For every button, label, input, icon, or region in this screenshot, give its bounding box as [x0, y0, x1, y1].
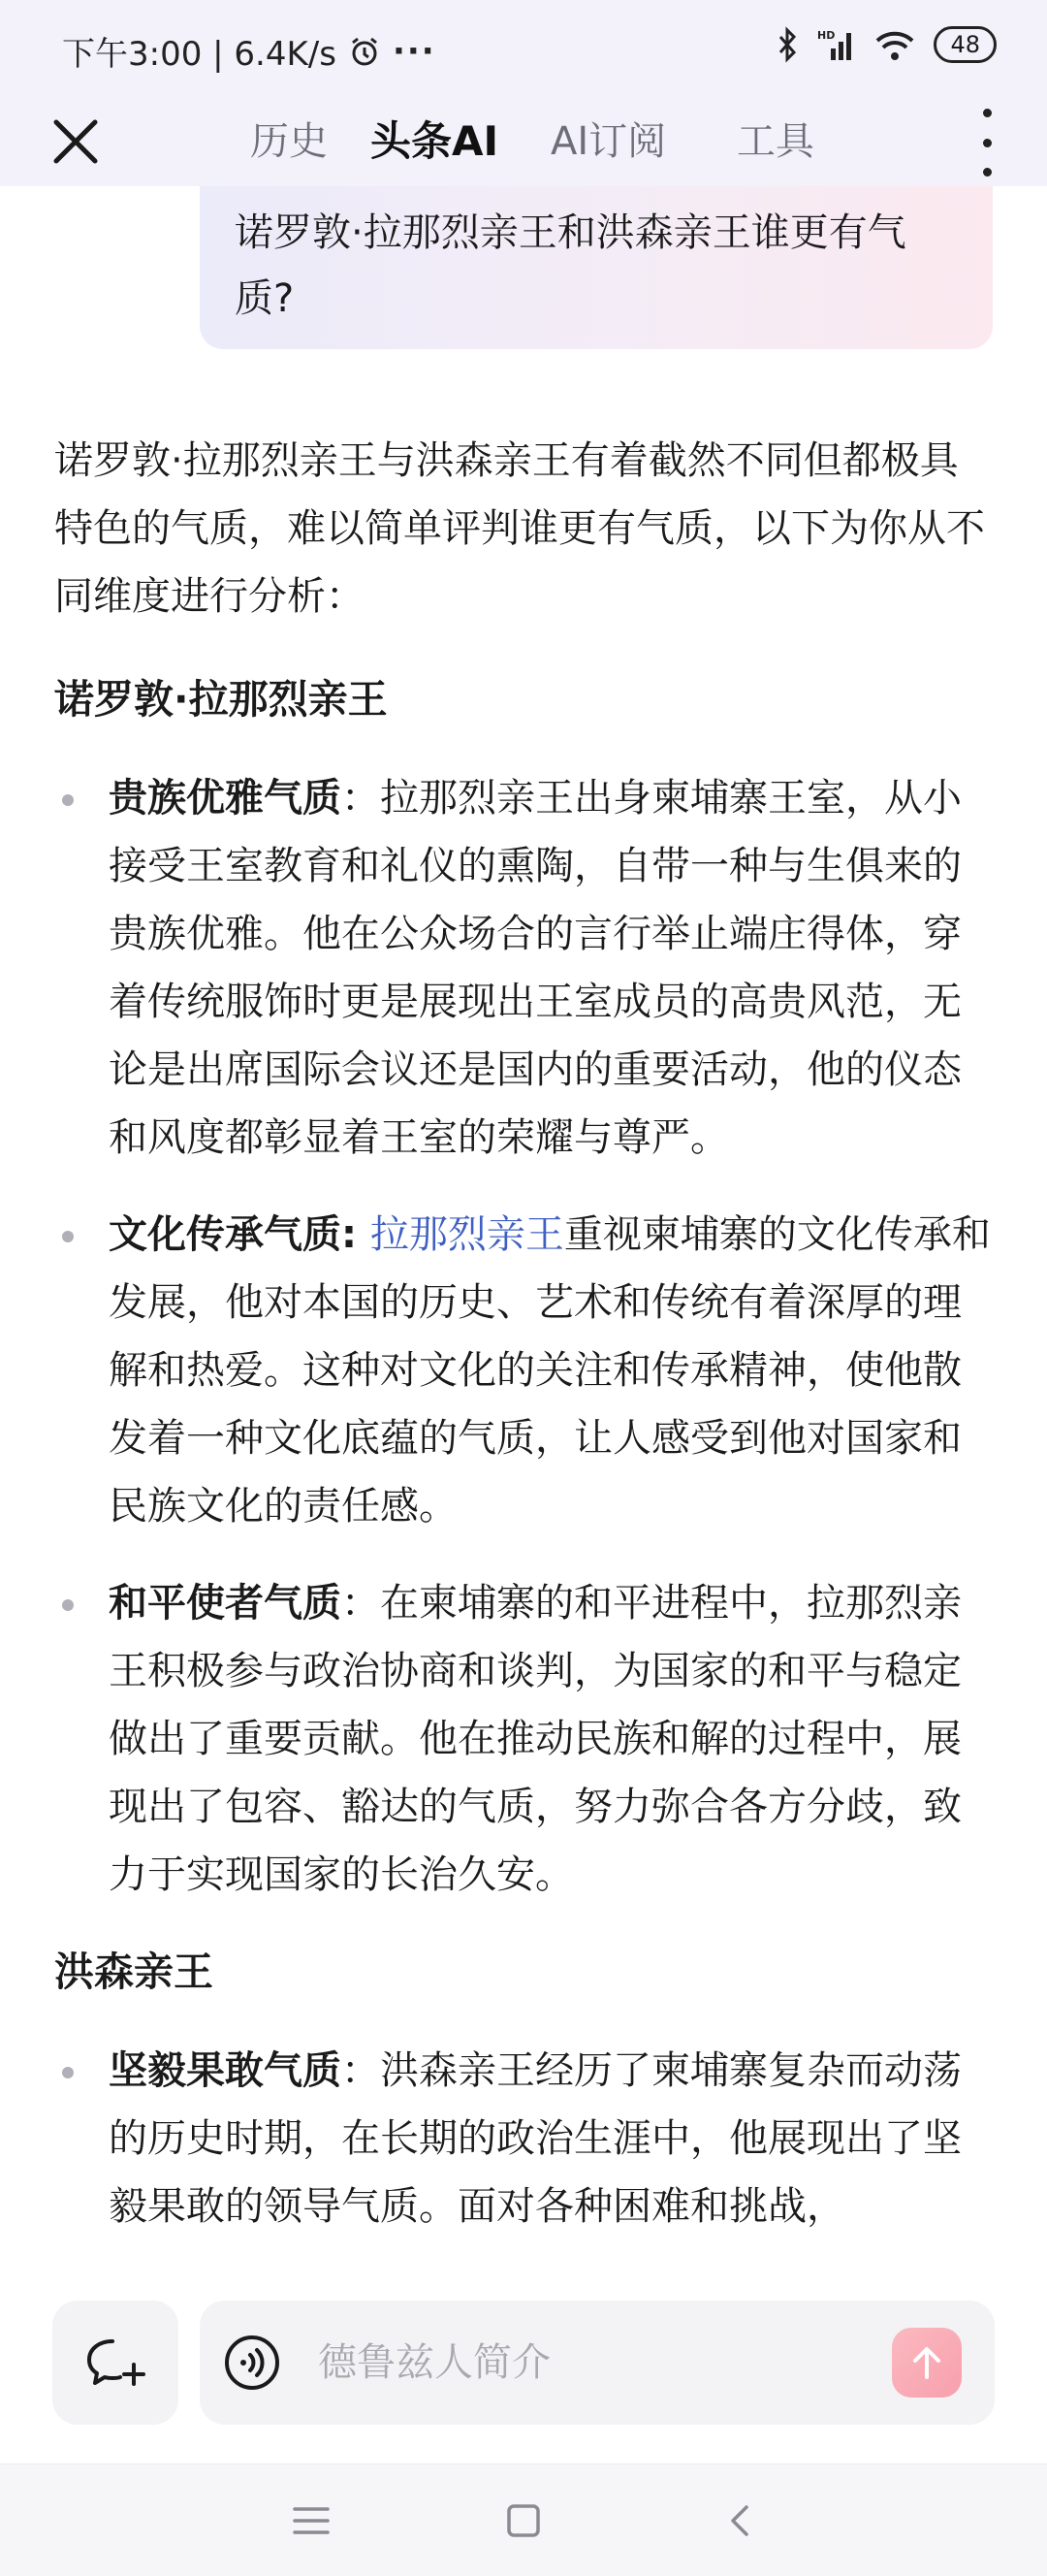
- input-bar: [0, 2279, 1047, 2463]
- item-text: ：拉那烈亲王出身柬埔寨王室，从小接受王室教育和礼仪的熏陶，自带一种与生俱来的贵族优雅。他在公众场合的言行举止端庄得体，穿着传统服饰时更是展现出王室成员的高贵风范，无论是出席国际会议还是国内的重要活动，他的仪态和风度都彰显着王室的荣耀与尊严。: [109, 776, 962, 1160]
- status-more-icon: ···: [392, 31, 436, 71]
- signal-hd-icon: [817, 25, 856, 64]
- battery-icon: [934, 26, 997, 63]
- system-nav-bar: [0, 2463, 1047, 2576]
- list-item: [54, 764, 995, 1172]
- answer-intro: 诺罗敦·拉那烈亲王与洪森亲王有着截然不同但都极具特色的气质，难以简单评判谁更有气质，以下为你从不同维度进行分析：: [54, 438, 985, 619]
- section-title-hun-sen: 洪森亲王: [54, 1948, 213, 1995]
- entity-link[interactable]: 拉那烈亲王: [369, 1212, 564, 1257]
- battery-level: 48: [950, 31, 980, 58]
- list-item: [54, 2037, 995, 2240]
- item-text: ：在柬埔寨的和平进程中，拉那烈亲王积极参与政治协商和谈判，为国家的和平与稳定做出了重要贡献。他在推动民族和解的过程中，展现出了包容、豁达的气质，努力弥合各方分歧，致力于实现国家的长治久安。: [109, 1581, 962, 1897]
- send-button[interactable]: [892, 2328, 962, 2398]
- tab-history[interactable]: 历史: [250, 119, 328, 164]
- message-input-box: [200, 2301, 995, 2425]
- item-term: 坚毅果敢气质: [109, 2048, 341, 2093]
- item-term: 和平使者气质: [109, 1581, 341, 1626]
- alarm-icon: [348, 35, 381, 68]
- item-term: 贵族优雅气质: [109, 776, 341, 821]
- tab-ai-subscribe[interactable]: AI订阅: [551, 119, 667, 164]
- bullet-dot: [62, 794, 74, 806]
- message-input[interactable]: [318, 2330, 861, 2396]
- arrow-up-icon: [910, 2344, 943, 2381]
- tab-toutiao-ai[interactable]: 头条AI: [370, 117, 499, 165]
- tab-tools[interactable]: 工具: [737, 119, 814, 164]
- back-icon[interactable]: [717, 2499, 766, 2542]
- status-time-speed: 下午3:00 | 6.4K/s: [62, 35, 336, 74]
- user-message-bubble: 诺罗敦·拉那烈亲王和洪森亲王谁更有气质?: [200, 186, 993, 349]
- item-text: 重视柬埔寨的文化传承和发展，他对本国的历史、艺术和传统有着深厚的理解和热爱。这种对文化的关注和传承精神，使他散发着一种文化底蕴的气质，让人感受到他对国家和民族文化的责任感。: [109, 1212, 991, 1529]
- menu-icon[interactable]: [287, 2499, 335, 2542]
- status-bar: [0, 0, 1047, 97]
- new-chat-button[interactable]: [52, 2301, 178, 2425]
- list-item: 文化传承气质: 拉那烈亲王重视柬埔寨的文化传承和发展，他对本国的历史、艺术和传统有着深厚的理解和热爱。这种对文化的关注和传承精神，使他散发着一种文化底蕴的气质，让人感受到他对国家和民族文化的责任感。: [54, 1201, 995, 1540]
- bullet-dot: [62, 1599, 74, 1611]
- new-chat-icon: [85, 2335, 145, 2390]
- ai-answer: [54, 427, 995, 2270]
- list-item: [54, 1569, 995, 1909]
- bullet-dot: [62, 2067, 74, 2078]
- close-icon[interactable]: [48, 114, 103, 169]
- top-nav: [0, 97, 1047, 186]
- nav-tabs: [250, 111, 814, 173]
- svg-text:HD: HD: [817, 29, 836, 42]
- status-left: [62, 27, 436, 75]
- item-text: ：洪森亲王经历了柬埔寨复杂而动荡的历史时期，在长期的政治生涯中，他展现出了坚毅果敢的领导气质。面对各种困难和挑战，: [109, 2048, 962, 2229]
- more-options-icon[interactable]: [977, 109, 997, 177]
- item-term: 文化传承气质: [109, 1212, 341, 1257]
- wifi-icon: [873, 25, 916, 64]
- status-right: [777, 25, 997, 64]
- bluetooth-icon: [777, 25, 800, 64]
- section-title-ranariddh: 诺罗敦·拉那烈亲王: [54, 676, 388, 723]
- bullet-dot: [62, 1231, 74, 1242]
- voice-input-icon[interactable]: [223, 2334, 281, 2392]
- home-icon[interactable]: [499, 2499, 548, 2542]
